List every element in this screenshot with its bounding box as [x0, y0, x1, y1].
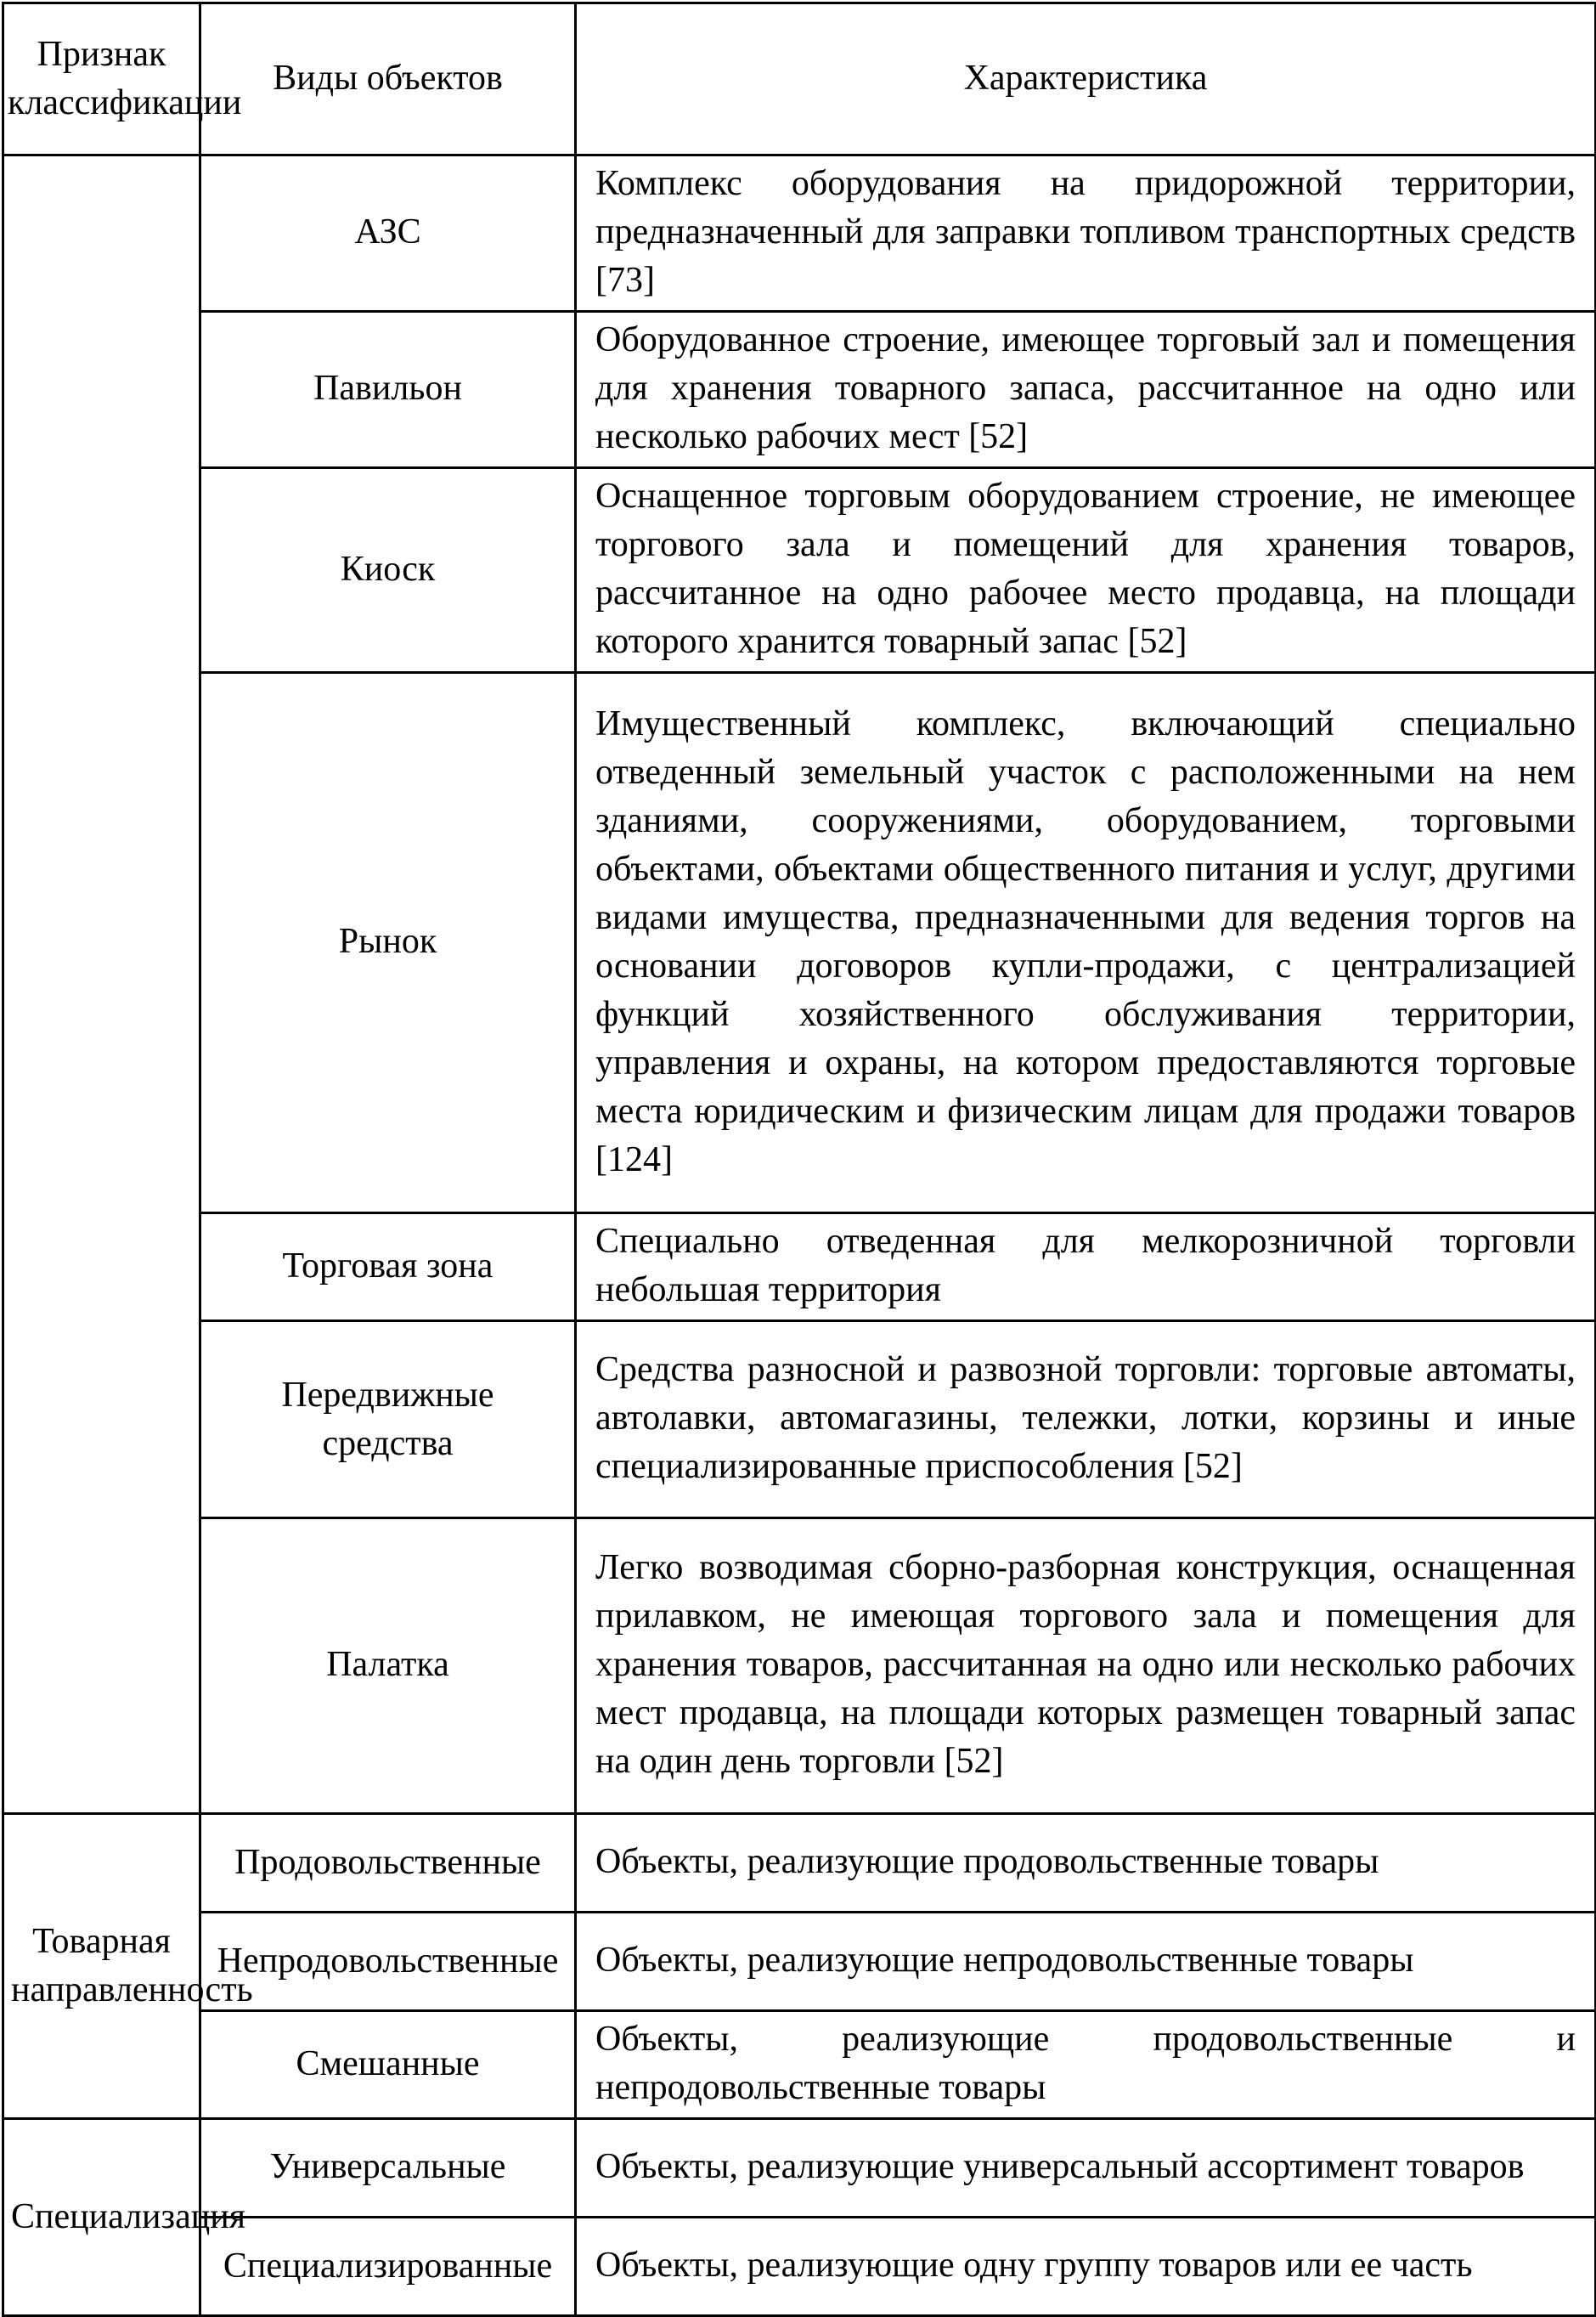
header-criterion: Признак классификации: [3, 3, 200, 155]
object-type: Рынок: [200, 673, 576, 1213]
classification-table: [2, 2, 1596, 2317]
characteristic-cell: Оснащенное торговым оборудованием строение, не имеющее торгового зала и помещений для хранения товаров, рассчитанное на одно рабочее место продавца, на площади которого хранится товарный запас [52]: [576, 468, 1596, 673]
characteristic-cell: Средства разносной и развозной торговли: торговые автоматы, автолавки, автомагазины, тележки, лотки, корзины и иные специализированные приспособления [52]: [576, 1321, 1596, 1518]
criterion-cell: Товарная направленность: [3, 1814, 200, 2119]
object-type: Непродовольственные: [200, 1913, 576, 2011]
characteristic-cell: Легко возводимая сборно-разборная конструкция, оснащенная прилавком, не имеющая торгового зала и помещения для хранения товаров, рассчитанная на одно или несколько рабочих мест продавца, на площади которых размещен товарный запас на один день торговли [52]: [576, 1518, 1596, 1814]
characteristic-cell: Комплекс оборудования на придорожной территории, предназначенный для заправки топливом транспортных средств [73]: [576, 155, 1596, 312]
object-type: Павильон: [200, 312, 576, 468]
header-characteristic: Характеристика: [576, 3, 1596, 155]
table-row: [3, 1213, 1596, 1321]
object-type: Торговая зона: [200, 1213, 576, 1321]
characteristic-cell: Объекты, реализующие непродовольственные товары: [576, 1913, 1596, 2011]
criterion-cell: [3, 155, 200, 1814]
object-type: Смешанные: [200, 2011, 576, 2119]
table-row: [3, 1814, 1596, 1913]
characteristic-cell: Оборудованное строение, имеющее торговый зал и помещения для хранения товарного запаса, рассчитанное на одно или несколько рабочих мест [52]: [576, 312, 1596, 468]
characteristic-cell: Объекты, реализующие продовольственные товары: [576, 1814, 1596, 1913]
object-type: АЗС: [200, 155, 576, 312]
header-object-types: Виды объектов: [200, 3, 576, 155]
object-type: Универсальные: [200, 2119, 576, 2218]
table-row: [3, 2119, 1596, 2218]
characteristic-cell: Объекты, реализующие одну группу товаров или ее часть: [576, 2218, 1596, 2316]
table-row: [3, 468, 1596, 673]
object-type: Продовольственные: [200, 1814, 576, 1913]
object-type: Палатка: [200, 1518, 576, 1814]
table-row: [3, 1321, 1596, 1518]
table-row: [3, 2011, 1596, 2119]
characteristic-cell: Специально отведенная для мелкорозничной торговли небольшая территория: [576, 1213, 1596, 1321]
object-type: Специализированные: [200, 2218, 576, 2316]
criterion-cell: Специализация: [3, 2119, 200, 2316]
characteristic-cell: Объекты, реализующие универсальный ассортимент товаров: [576, 2119, 1596, 2218]
object-type: Передвижные средства: [200, 1321, 576, 1518]
table-header-row: [3, 3, 1596, 155]
table-row: [3, 155, 1596, 312]
characteristic-cell: Имущественный комплекс, включающий специально отведенный земельный участок с расположенными на нем зданиями, сооружениями, оборудованием, торговыми объектами, объектами общественного питания и услуг, другими видами имущества, предназначенными для ведения торгов на основании договоров купли-продажи, с централизацией функций хозяйственного обслуживания территории, управления и охраны, на котором предоставляются торговые места юридическим и физическим лицам для продажи товаров [124]: [576, 673, 1596, 1213]
characteristic-cell: Объекты, реализующие продовольственные и непродовольственные товары: [576, 2011, 1596, 2119]
table-row: [3, 312, 1596, 468]
object-type: Киоск: [200, 468, 576, 673]
table-row: [3, 673, 1596, 1213]
table-row: [3, 1518, 1596, 1814]
